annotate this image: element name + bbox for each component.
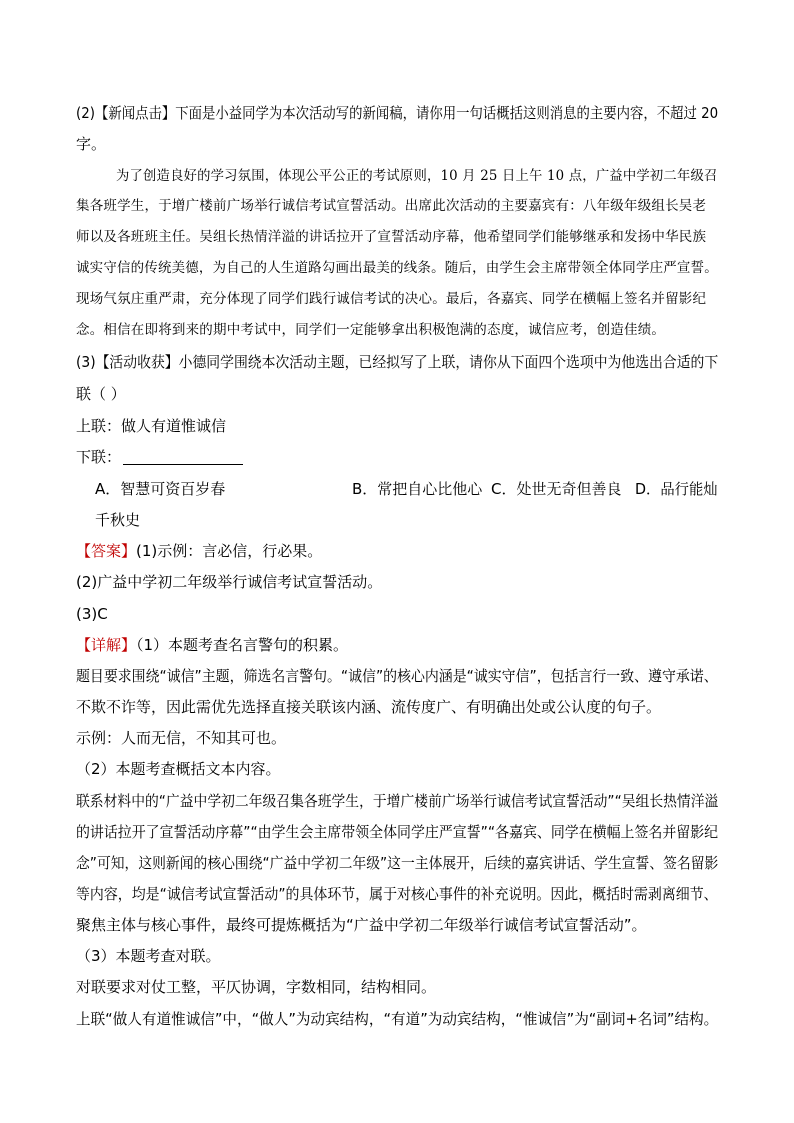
answer-line-1 [76,541,322,561]
option-d: D．品行能灿 [635,480,718,498]
detail-p2-line-4: 等内容，均是“诚信考试宣誓活动”的具体环节，属于对核心事件的补充说明。因此，概括时需剥离细节、 [76,885,718,903]
detail-p1-line-3: 示例：人而无信，不知其可也。 [76,729,287,747]
news-line-3: 师以及各班班主任。吴组长热情洋溢的讲话拉开了宣誓活动序幕，他希望同学们能够继承和发扬中华民族 [76,229,707,245]
question-2-line-1: (2)【新闻点击】下面是小益同学为本次活动写的新闻稿，请你用一句话概括这则消息的主要内容，不超过 20 [76,104,719,122]
detail-p2-line-5: 聚焦主体与核心事件，最终可提炼概括为“广益中学初二年级举行诚信考试宣誓活动”。 [76,916,647,934]
news-line-5: 现场气氛庄重严肃，充分体现了同学们践行诚信考试的决心。最后，各嘉宾、同学在横幅上签名并留影纪 [76,291,707,307]
detail-p1-line-2: 不欺不诈等，因此需优先选择直接关联该内涵、流传度广、有明确出处或公认度的句子。 [76,698,662,716]
detail-line-1 [76,635,348,655]
news-line-4: 诚实守信的传统美德，为自己的人生道路勾画出最美的线条。随后，由学生会主席带领全体同学庄严宣誓。 [76,260,718,276]
detail-tag: 【详解】 [76,636,137,654]
detail-head-2: （2）本题考查概括文本内容。 [76,760,281,778]
answer-blank [123,449,243,465]
answer-3: (3)C [76,605,108,623]
answer-1: (1)示例：言必信，行必果。 [136,542,323,560]
xialian-row [76,447,243,467]
detail-head-3: （3）本题考查对联。 [76,947,221,965]
option-d-continued: 千秋史 [95,511,141,529]
answer-2: (2)广益中学初二年级举行诚信考试宣誓活动。 [76,573,383,591]
question-3-line-2: 联（ ） [76,385,126,403]
option-a: A．智慧可资百岁春 [95,480,226,498]
news-line-2: 集各班学生，于增广楼前广场举行诚信考试宣誓活动。出席此次活动的主要嘉宾有：八年级年级组长吴老 [76,198,707,214]
news-line-6: 念。相信在即将到来的期中考试中，同学们一定能够拿出积极饱满的态度，诚信应考，创造佳绩。 [76,322,666,338]
news-line-1: 为了创造良好的学习氛围，体现公平公正的考试原则，10 月 25 日上午 10 点，广益中学初二年级召 [116,168,718,184]
detail-head-1: （1）本题考查名言警句的积累。 [136,636,349,654]
xialian-label: 下联： [76,448,122,466]
detail-p2-line-2: 的讲话拉开了宣誓活动序幕”“由学生会主席带领全体同学庄严宣誓”“各嘉宾、同学在横幅上签名并留影纪 [76,823,719,841]
option-c: C．处世无奇但善良 [491,480,622,498]
detail-p2-line-1: 联系材料中的“广益中学初二年级召集各班学生，于增广楼前广场举行诚信考试宣誓活动”“吴组长热情洋溢 [76,792,719,810]
question-3-line-1: (3)【活动收获】小德同学围绕本次活动主题，已经拟写了上联，请你从下面四个选项中为他选出合适的下 [76,353,719,371]
detail-p2-line-3: 念”可知，这则新闻的核心围绕“广益中学初二年级”这一主体展开，后续的嘉宾讲话、学生宣誓、签名留影 [76,854,719,872]
detail-p3-line-2: 上联“做人有道惟诚信”中，“做人”为动宾结构，“有道”为动宾结构，“惟诚信”为“副词+名词”结构。 [76,1010,719,1028]
answer-tag: 【答案】 [76,542,137,560]
question-2-line-2: 字。 [76,135,107,153]
option-b: B．常把自心比他心 [352,480,483,498]
shanglian: 上联：做人有道惟诚信 [76,417,227,435]
detail-p1-line-1: 题目要求围绕“诚信”主题，筛选名言警句。“诚信”的核心内涵是“诚实守信”，包括言行一致、遵守承诺、 [76,667,718,685]
detail-p3-line-1: 对联要求对仗工整，平仄协调，字数相同，结构相同。 [76,978,437,996]
